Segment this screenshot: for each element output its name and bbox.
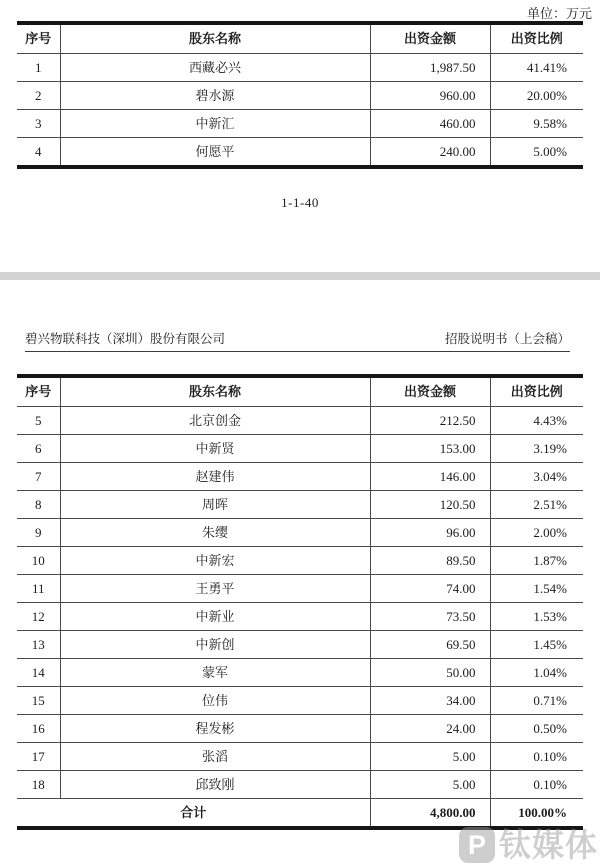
cell-ratio: 2.51% xyxy=(490,491,583,519)
shareholder-table-page1 xyxy=(17,21,583,169)
table-row xyxy=(17,659,583,687)
table-row xyxy=(17,743,583,771)
cell-name: 位伟 xyxy=(60,687,370,715)
table-row xyxy=(17,54,583,82)
cell-no: 2 xyxy=(17,82,60,110)
watermark-text: 钛媒体 xyxy=(498,827,598,863)
cell-amount: 50.00 xyxy=(370,659,490,687)
table-row xyxy=(17,82,583,110)
table-row xyxy=(17,138,583,168)
table-row xyxy=(17,547,583,575)
cell-amount: 73.50 xyxy=(370,603,490,631)
total-amount: 4,800.00 xyxy=(370,799,490,829)
cell-ratio: 0.10% xyxy=(490,743,583,771)
cell-ratio: 1.54% xyxy=(490,575,583,603)
cell-name: 蒙军 xyxy=(60,659,370,687)
cell-name: 北京创金 xyxy=(60,407,370,435)
cell-amount: 34.00 xyxy=(370,687,490,715)
cell-no: 16 xyxy=(17,715,60,743)
header-cell-name: 股东名称 xyxy=(60,376,370,407)
cell-name: 赵建伟 xyxy=(60,463,370,491)
table-row xyxy=(17,603,583,631)
page1-sheet xyxy=(0,0,600,272)
cell-no: 15 xyxy=(17,687,60,715)
table-header-row xyxy=(17,23,583,54)
table-row xyxy=(17,715,583,743)
tmtpost-logo-icon: P xyxy=(459,827,495,863)
cell-name: 中新汇 xyxy=(60,110,370,138)
table-header-row xyxy=(17,376,583,407)
cell-name: 朱缨 xyxy=(60,519,370,547)
shareholder-table-page2 xyxy=(17,374,583,830)
cell-ratio: 0.71% xyxy=(490,687,583,715)
cell-ratio: 9.58% xyxy=(490,110,583,138)
cell-ratio: 2.00% xyxy=(490,519,583,547)
cell-name: 中新创 xyxy=(60,631,370,659)
page-number: 1-1-40 xyxy=(281,195,319,210)
cell-amount: 460.00 xyxy=(370,110,490,138)
table-row xyxy=(17,110,583,138)
watermark xyxy=(459,827,598,863)
cell-amount: 74.00 xyxy=(370,575,490,603)
cell-no: 4 xyxy=(35,144,42,159)
cell-name: 张滔 xyxy=(60,743,370,771)
cell-name: 何愿平 xyxy=(60,138,370,168)
table-row xyxy=(17,687,583,715)
cell-ratio: 1.04% xyxy=(490,659,583,687)
cell-name: 碧水源 xyxy=(60,82,370,110)
cell-no: 9 xyxy=(17,519,60,547)
unit-note: 单位：万元 xyxy=(526,6,592,21)
cell-no: 7 xyxy=(17,463,60,491)
header-cell-ratio: 出资比例 xyxy=(490,23,583,54)
company-name: 碧兴物联科技（深圳）股份有限公司 xyxy=(25,332,226,346)
cell-amount: 960.00 xyxy=(370,82,490,110)
cell-no: 1 xyxy=(17,54,60,82)
table-row xyxy=(17,435,583,463)
cell-no: 11 xyxy=(17,575,60,603)
cell-name: 程发彬 xyxy=(60,715,370,743)
cell-no: 18 xyxy=(17,771,60,799)
cell-amount: 212.50 xyxy=(370,407,490,435)
table-row xyxy=(17,407,583,435)
cell-ratio: 4.43% xyxy=(490,407,583,435)
cell-amount: 240.00 xyxy=(370,138,490,168)
table-row xyxy=(17,463,583,491)
cell-no: 6 xyxy=(17,435,60,463)
cell-no: 14 xyxy=(17,659,60,687)
cell-ratio: 1.45% xyxy=(490,631,583,659)
table-row xyxy=(17,631,583,659)
header-cell-no: 序号 xyxy=(17,376,60,407)
cell-amount: 69.50 xyxy=(370,631,490,659)
cell-no: 3 xyxy=(17,110,60,138)
cell-ratio: 1.87% xyxy=(490,547,583,575)
cell-amount: 120.50 xyxy=(370,491,490,519)
page2-sheet xyxy=(0,329,600,867)
total-row xyxy=(17,799,583,829)
table-row xyxy=(17,519,583,547)
cell-ratio: 0.10% xyxy=(490,771,583,799)
cell-ratio: 1.53% xyxy=(490,603,583,631)
cell-ratio: 3.19% xyxy=(490,435,583,463)
header-cell-amount: 出资金额 xyxy=(370,23,490,54)
header-cell-no: 序号 xyxy=(17,23,60,54)
cell-amount: 96.00 xyxy=(370,519,490,547)
cell-amount: 5.00 xyxy=(370,743,490,771)
page-divider xyxy=(0,272,600,280)
cell-ratio: 0.50% xyxy=(490,715,583,743)
cell-ratio: 20.00% xyxy=(490,82,583,110)
header-cell-name: 股东名称 xyxy=(60,23,370,54)
cell-no: 10 xyxy=(17,547,60,575)
cell-no: 8 xyxy=(17,491,60,519)
cell-ratio: 5.00% xyxy=(490,138,583,168)
cell-no: 5 xyxy=(17,407,60,435)
cell-amount: 89.50 xyxy=(370,547,490,575)
doc-title: 招股说明书（上会稿） xyxy=(444,332,570,346)
page2-header xyxy=(25,329,570,352)
cell-amount: 24.00 xyxy=(370,715,490,743)
cell-no: 17 xyxy=(17,743,60,771)
cell-name: 周晖 xyxy=(60,491,370,519)
cell-no: 12 xyxy=(17,603,60,631)
cell-amount: 146.00 xyxy=(370,463,490,491)
table-row xyxy=(17,771,583,799)
cell-ratio: 41.41% xyxy=(490,54,583,82)
cell-name: 中新宏 xyxy=(60,547,370,575)
cell-amount: 1,987.50 xyxy=(370,54,490,82)
cell-no: 13 xyxy=(17,631,60,659)
cell-name: 西藏必兴 xyxy=(60,54,370,82)
table-row xyxy=(17,575,583,603)
table-row xyxy=(17,491,583,519)
total-ratio: 100.00% xyxy=(490,799,583,829)
header-cell-ratio: 出资比例 xyxy=(490,376,583,407)
cell-name: 邱致刚 xyxy=(60,771,370,799)
cell-name: 王勇平 xyxy=(60,575,370,603)
cell-amount: 5.00 xyxy=(370,771,490,799)
total-label: 合计 xyxy=(180,805,207,820)
cell-name: 中新业 xyxy=(60,603,370,631)
cell-name: 中新贤 xyxy=(60,435,370,463)
cell-amount: 153.00 xyxy=(370,435,490,463)
cell-ratio: 3.04% xyxy=(490,463,583,491)
header-cell-amount: 出资金额 xyxy=(370,376,490,407)
